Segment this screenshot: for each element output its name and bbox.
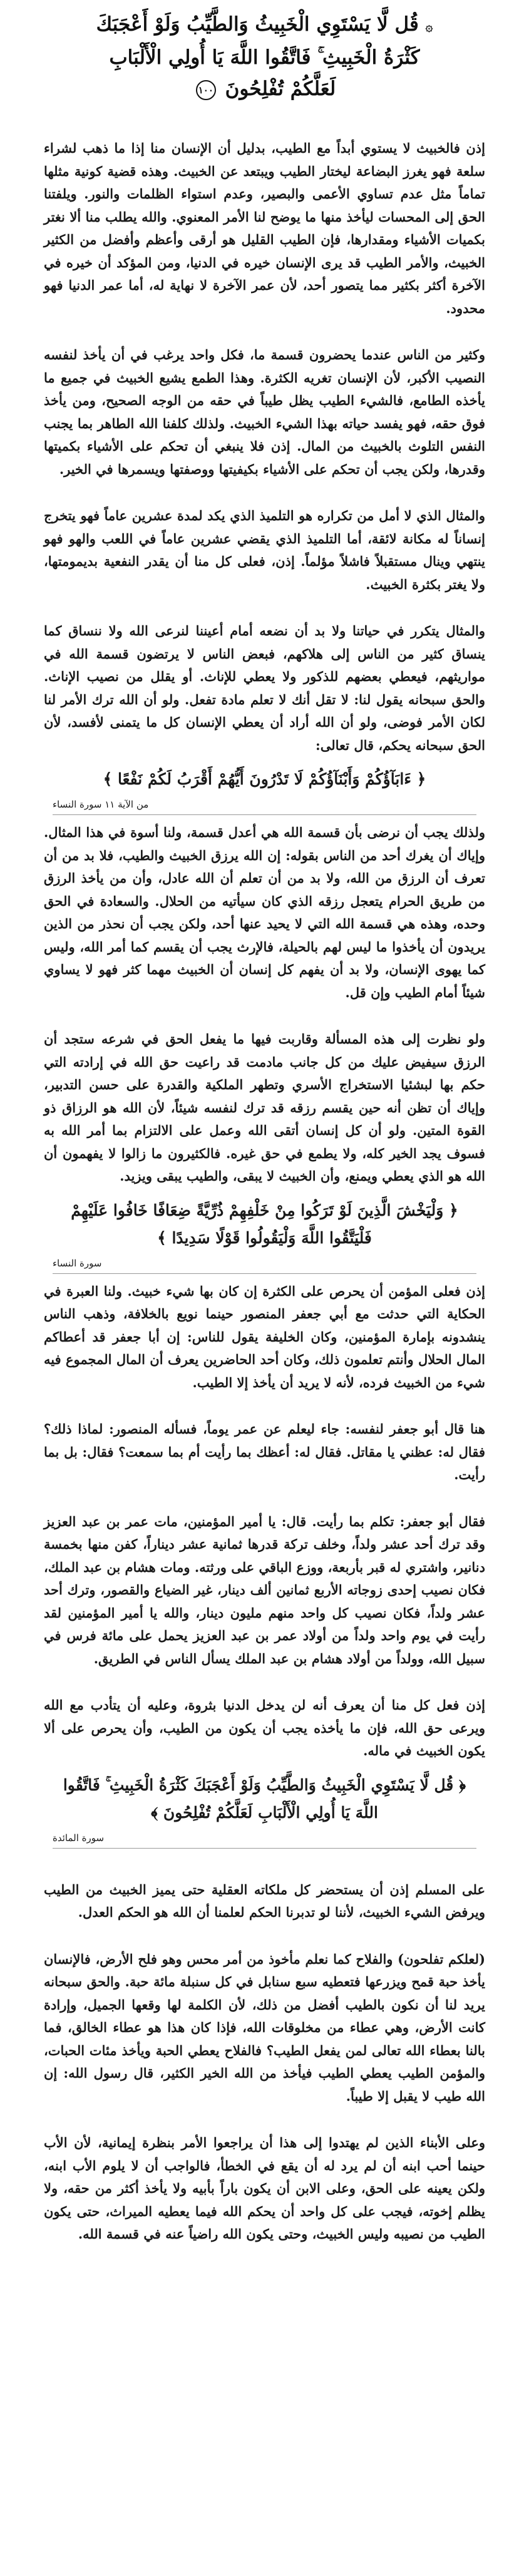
spacer [44, 1924, 485, 1948]
quran-quote-3 [44, 1767, 485, 1851]
spacer [44, 320, 485, 344]
quote-2-reference: سورة النساء [53, 1257, 102, 1269]
header-line-1 [44, 9, 485, 42]
paragraph-1: إذن فالخبيث لا يستوي أبداً مع الطيب، بدليل أن الإنسان منا إذا ما ذهب لشراء سلعة فهو يغرز البضاعة ليختار الطيب ويبتعد عن الخبيث. وهذه قضية كونية مثلها تماماً مثل عدم تساوي الأعمى والبصير، وعدم استواء الظلمات والنور. ويلفتنا الحق إلى المحسات ليأخذ منها ما يوضح لنا الأمر المعنوي. والله يطلب منا ألا نغتر بكميات الأشياء ومقدارها، فإن الطيب القليل هو أرقى وأعظم وأفضل من الكثير الخبيث، والأمر الطيب قد يرى الإنسان خيره في الدنيا، ومن المؤكد أن خيره في الآخرة أكثر بكثير مما يتصور أحد، لأن عمر الآخرة لا نهاية له، أما عمر الدنيا فهو محدود. [44, 140, 485, 316]
paragraph-3: والمثال الذي لا أمل من تكراره هو التلميذ الذي يكد لمدة عشرين عاماً فهو يتخرج إنساناً له مكانة لائقة، أما التلميذ الذي يقضي عشرين عاماً في اللعب والهو فهو ينتهي وينال مستقبلاً فاشلاً مؤلماً. إذن، فعلى كل منا أن يقدر النفعية بديمومتها، ولا يغتر بكثرة الخبيث. [44, 508, 485, 592]
paragraph-9: فقال أبو جعفر: تكلم بما رأيت. قال: يا أمير المؤمنين، مات عمر بن عبد العزيز وقد ترك أحد عشر ولداً، وخلف تركة قدرها ثمانية عشر ديناراً، كفن منها بخمسة دنانير، واشتري له قبر بأربعة، ووزع الباقي على ورثته. ومات هشام بن عبد الملك، فكان نصيب إحدى زوجاته الأربع ثمانين ألف دينار، غير الضياع والقصور، وترك أحد عشر ولداً، فكان نصيب كل واحد منهم مليون دينار، والله يا أمير المؤمنين لقد رأيت في يوم واحد ولداً من أولاد عمر بن عبد العزيز يحمل على مائة فرس في سبيل الله، وولداً من أولاد هشام بن عبد الملك يسأل الناس في الطريق. [44, 1513, 485, 1666]
spacer [44, 105, 485, 137]
spacer [44, 596, 485, 620]
spacer [44, 481, 485, 505]
spacer [44, 1487, 485, 1511]
header-line-2: كَثْرَةُ الْخَبِيثِ ۚ فَاتَّقُوا اللَّهَ يَا أُولِي الْأَلْبَابِ [109, 46, 420, 69]
paragraph-7: إذن فعلى المؤمن أن يحرص على الكثرة إن كان بها شيء خبيث. ولنا العبرة في الحكاية التي حدثت مع أبي جعفر المنصور حينما نويع بالخلافة، وذهب الناس ينشدونه بإمارة المؤمنين، وكان الخليفة يقول للناس: إن أبا جعفر قد أعطاكم المال الحلال وأنتم تعلمون ذلك، وكان أحد الحاضرين يعرف أن المال المجموع فيه شيء من الخبيث فرده، لأنه لا يريد أن يأخذ إلا الطيب. [44, 1283, 485, 1390]
paragraph-8: هنا قال أبو جعفر لنفسه: جاء ليعلم عن عمر يوماً، فسأله المنصور: لماذا ذلك؟ فقال له: عظني يا مقاتل. فقال له: أعظك بما رأيت أم بما سمعت؟ فقال: بل بما رأيت. [44, 1421, 485, 1482]
paragraph-2: وكثير من الناس عندما يحضرون قسمة ما، فكل واحد يرغب في أن يأخذ لنفسه النصيب الأكبر، لأن الإنسان تغريه الكثرة. وهذا الطمع يشيع الخبيث في جميع ما يأخذه الطامع، فالشيء الطيب يظل طيباً في حقه من الوجه الصحيح، ومن يأخذ فوق حقه، فهو يفسد حياته بهذا الشيء الخبيث. ولذلك كلفنا الله الطاهر بما يجنب النفس التلوث بالخبيث من المال. إذن فلا ينبغي أن تحكم على الأشياء بكميتها وقدرها، ولكن يجب أن تحكم على الأشياء بكيفيتها ووصفتها ويسمرها في الخير. [44, 347, 485, 477]
divider [53, 1848, 476, 1849]
quote-3-reference: سورة المائدة [53, 1832, 105, 1844]
verse-number-badge: ١٠٠ [196, 80, 216, 100]
paragraph-5: ولذلك يجب أن نرضى بأن قسمة الله هي أعدل قسمة، ولنا أسوة في هذا المثال. وإياك أن يغرك أحد من الناس بقوله: إن الله يرزق الخبيث والطيب، فلا بد من أن تعرف أن الرزق من الله، ولا بد من أن تعلم أن الله عادل، وأن من يأخذ الرزق من طريق الحرام يتعجل رزقه الذي كان سيأتيه من الحلال. والسعادة في الحق وحده، وهذه هي قسمة الله التي لا يحيد عنها أحد، ولكن يجب أن نحذر من الذين يريدون أن يأخذوا ما ليس لهم بالحيلة، فالإرث يجب أن يقسم كما أمر الله، وليس كما يهوى الإنسان، ولا بد أن يفهم كل إنسان أن الخبيث مهما كثر فهو لا يساوي شيئاً أمام الطيب وإن قل. [44, 824, 485, 1000]
spacer [44, 1004, 485, 1028]
paragraph-12: (لعلكم تفلحون) والفلاح كما نعلم مأخوذ من أمر محس وهو فلح الأرض، فالإنسان يأخذ حبة قمح ويزرعها فتعطيه سبع سنابل في كل سنبلة مائة حبة. والحق سبحانه يريد لنا أن نكون بالطيب أفضل من ذلك، لأن الكلمة لها وقعها الجميل، وإرادة كانت الأرض، وهي عطاء من مخلوقات الله، فإذا كان هذا هو عطاء الخالق، فما بالنا بعطاء الله تعالى لمن يفعل الطيب؟ فالفلاح يعطي الحبة ويأخذ مئات الحبات، والمؤمن الطيب يعطي الطيب فيأخذ من الله الخير الكثير، قال رسول الله: إن الله طيب لا يقبل إلا طيباً. [44, 1951, 485, 2104]
header-verse [44, 0, 485, 105]
divider [53, 814, 476, 815]
quote-3-text: ﴿ قُل لَّا يَسْتَوِي الْخَبِيثُ وَالطَّيِّبُ وَلَوْ أَعْجَبَكَ كَثْرَةُ الْخَبِيثِ ۚ فَاتَّقُوا اللَّهَ يَا أُولِي الْأَلْبَابِ لَعَلَّكُمْ تُفْلِحُونَ ﴾ [63, 1775, 466, 1822]
paragraph-13: وعلى الأبناء الذين لم يهتدوا إلى هذا أن يراجعوا الأمر بنظرة إيمانية، لأن الأب حينما أحب ابنه أن لم يرد له أن يقع في الخطأ، فالواجب أن لا يلوم الأب ابنه، ولكن يعينه على الحق، وعلى الابن أن يكون باراً بأبيه ولا يأخذ أكثر من حقه، ولا يظلم إخوته، فيجب على كل واحد أن يحكم الله فيما يعطيه الميراث، حتى يكون الطيب من نصيبه وليس الخبيث، وحتى يكون الله راضياً عنه في قسمة الله. [44, 2135, 485, 2242]
quote-1-text: ﴿ ءَابَآؤُكُمْ وَأَبْنَآؤُكُمْ لَا تَدْرُونَ أَيُّهُمْ أَقْرَبُ لَكُمْ نَفْعًا ﴾ [103, 770, 426, 788]
paragraph-6: ولو نظرت إلى هذه المسألة وقاربت فيها ما يفعل الحق في شرعه ستجد أن الرزق سيفيض عليك من كل جانب مادمت قد راعيت حق الله في إرادته التي حكم بها لبشئيا الاستخراج الأسري وتطهر الملكية والقدرة على حسن التدبير، وإياك أن تظن أنه حين يقسم رزقه قد ترك لنفسه شيئاً، لأن الله هو الرزاق ذو القوة المتين. ولو أن كل إنسان أتقى الله وعمل على الالتزام بما أمر الله به فسوف يجد الخير كله، ولا يطمع في حق غيره. فالكثيرون ما زالوا لا يفهمون أن الله هو الذي يعطي ويمنع، وأن الخبيث لا يبقى، والطيب يبقى ويزيد. [44, 1031, 485, 1184]
header-line-3-text: لَعَلَّكُمْ تُفْلِحُونَ [225, 78, 336, 100]
divider [53, 1273, 476, 1274]
paragraph-10: إذن فعل كل منا أن يعرف أنه لن يدخل الدنيا بثروة، وعليه أن يتأدب مع الله ويرعى حق الله، فإن ما يأخذه يجب أن يكون من الطيب، وأن يحرص على ألا يكون الخبيث في ماله. [44, 1697, 485, 1758]
header-line-3 [44, 73, 485, 105]
paragraph-11: على المسلم إذن أن يستحضر كل ملكاته العقلية حتى يميز الخبيث من الطيب ويرفض الشيء الخبيث، لأننا لو تدبرنا الحكم لعلمنا أن الله هو الحكم العدل. [44, 1881, 485, 1920]
spacer [44, 2108, 485, 2132]
quran-quote-2 [44, 1192, 485, 1276]
quote-2-text: ﴿ وَلْيَخْشَ الَّذِينَ لَوْ تَرَكُوا مِنْ خَلْفِهِمْ ذُرِّيَّةً ضِعَافًا خَافُوا عَلَيْهِمْ فَلْيَتَّقُوا اللَّهَ وَلْيَقُولُوا قَوْلًا سَدِيدًا ﴾ [71, 1201, 458, 1247]
spacer [44, 1855, 485, 1879]
spacer [44, 1394, 485, 1418]
paragraph-4: والمثال يتكرر في حياتنا ولا بد أن نضعه أمام أعيننا لنرعى الله ولا ننساق كما ينساق كثير من الناس إلى هلاكهم، فبعض الناس لا يرتضون قسمة الله في مواريثهم، فيعطي بعضهم للذكور ولا يعطي للإناث. أو يقلل من نصيب الإناث. والحق سبحانه يقول لنا: لا تقل أنك لا تعلم مادة تفعل. ولو أن الله ترك الأمر لنا لكان الأمر فوضى، ولو أن الله أراد أن يعطي الإنسان كل ما يتمنى لأفسد، لأن الحق سبحانه يحكم، قال تعالى: [44, 623, 485, 753]
quran-quote-1 [44, 761, 485, 818]
header-line-1-text: قُل لَّا يَسْتَوِي الْخَبِيثُ وَالطَّيِّبُ وَلَوْ أَعْجَبَكَ [96, 13, 419, 36]
spacer [44, 1670, 485, 1694]
quote-1-reference: من الآية ١١ سورة النساء [53, 799, 149, 810]
ornament-icon: ۞ [425, 19, 433, 34]
